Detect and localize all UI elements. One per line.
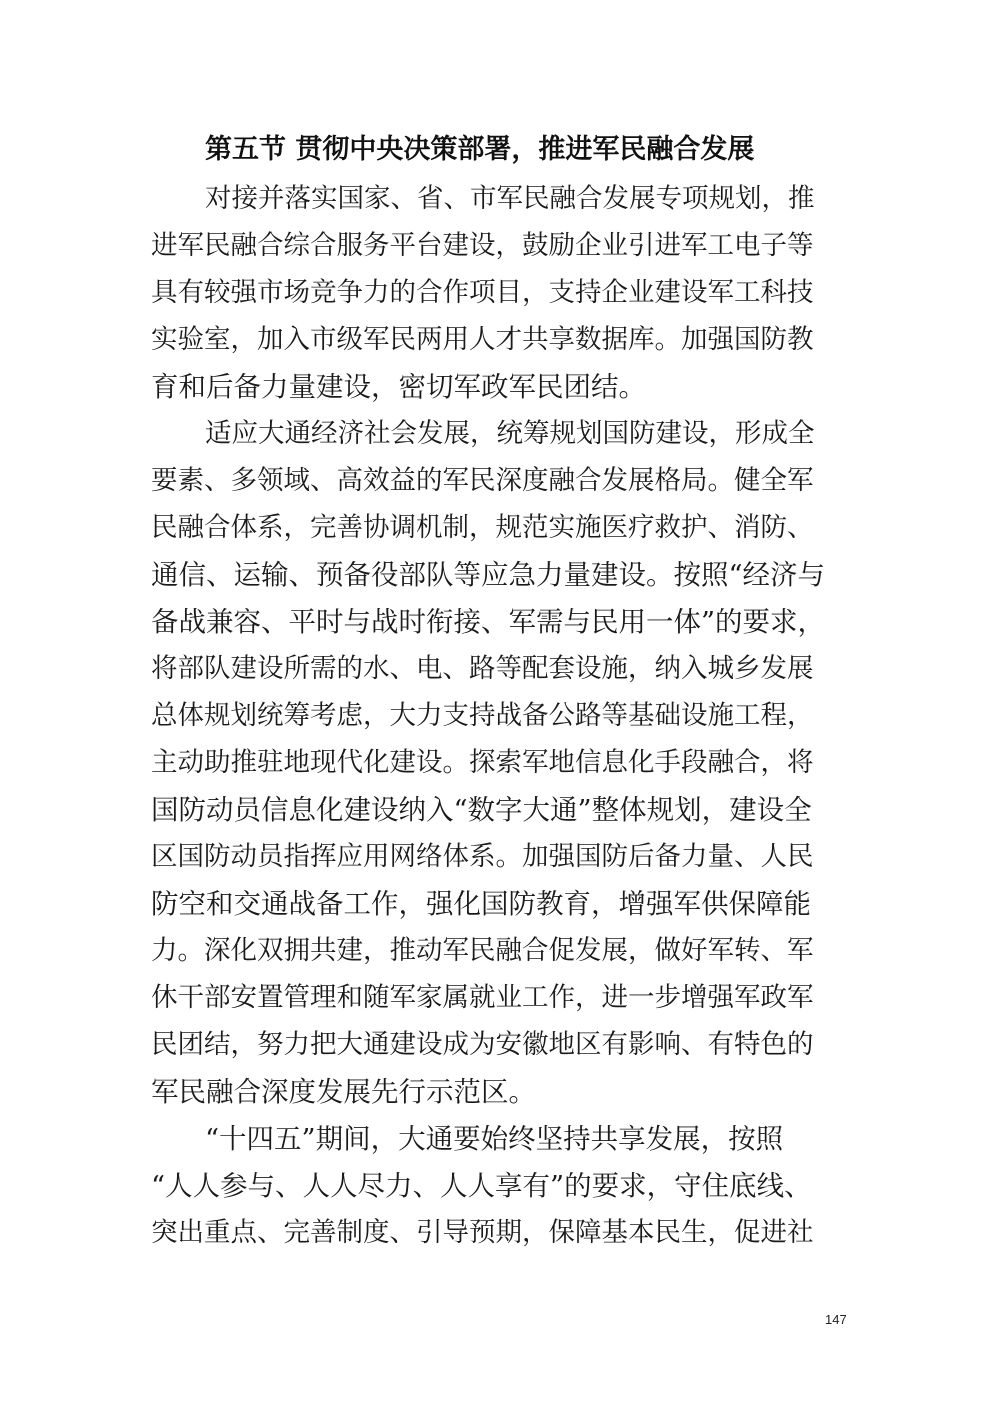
paragraph-3-line-2: “人人参与、人人尽力、人人享有”的要求，守住底线、	[151, 1170, 812, 1202]
paragraph-1-line-1: 对接并落实国家、省、市军民融合发展专项规划，推	[205, 183, 815, 214]
paragraph-2-line-1: 适应大通经济社会发展，统筹规划国防建设，形成全	[205, 418, 815, 449]
paragraph-2-line-12: 力。深化双拥共建，推动军民融合促发展，做好军转、军	[151, 935, 814, 966]
paragraph-2-line-7: 总体规划统筹考虑，大力支持战备公路等基础设施工程，	[151, 700, 814, 731]
paragraph-2-line-2: 要素、多领域、高效益的军民深度融合发展格局。健全军	[151, 465, 814, 496]
paragraph-2-line-8: 主动助推驻地现代化建设。探索军地信息化手段融合，将	[151, 747, 814, 778]
paragraph-3-line-3: 突出重点、完善制度、引导预期，保障基本民生，促进社	[151, 1217, 814, 1248]
paragraph-2-line-3: 民融合体系，完善协调机制，规范实施医疗救护、消防、	[151, 512, 814, 543]
paragraph-2-line-4: 通信、运输、预备役部队等应急力量建设。按照“经济与	[151, 559, 826, 591]
paragraph-1-line-2: 进军民融合综合服务平台建设，鼓励企业引进军工电子等	[151, 230, 814, 261]
paragraph-1-line-3: 具有较强市场竞争力的合作项目，支持企业建设军工科技	[151, 277, 814, 308]
paragraph-3-line-1: “十四五”期间，大通要始终坚持共享发展，按照	[205, 1123, 784, 1155]
paragraph-1-line-5: 育和后备力量建设，密切军政军民团结。	[151, 371, 646, 403]
paragraph-2-line-6: 将部队建设所需的水、电、路等配套设施，纳入城乡发展	[151, 653, 814, 684]
paragraph-2-line-5: 备战兼容、平时与战时衔接、军需与民用一体”的要求，	[151, 606, 826, 638]
paragraph-2-line-14: 民团结，努力把大通建设成为安徽地区有影响、有特色的	[151, 1029, 814, 1060]
paragraph-2-line-11: 防空和交通战备工作，强化国防教育，增强军供保障能	[151, 888, 811, 920]
paragraph-1-line-4: 实验室，加入市级军民两用人才共享数据库。加强国防教	[151, 324, 814, 355]
paragraph-2-line-13: 休干部安置管理和随军家属就业工作，进一步增强军政军	[151, 982, 814, 1013]
section-heading: 第五节 贯彻中央决策部署，推进军民融合发展	[205, 134, 755, 165]
paragraph-2-line-15: 军民融合深度发展先行示范区。	[151, 1076, 536, 1108]
page-number: 147	[825, 1312, 847, 1327]
paragraph-2-line-10: 区国防动员指挥应用网络体系。加强国防后备力量、人民	[151, 841, 814, 872]
paragraph-2-line-9: 国防动员信息化建设纳入“数字大通”整体规划，建设全	[151, 794, 812, 826]
